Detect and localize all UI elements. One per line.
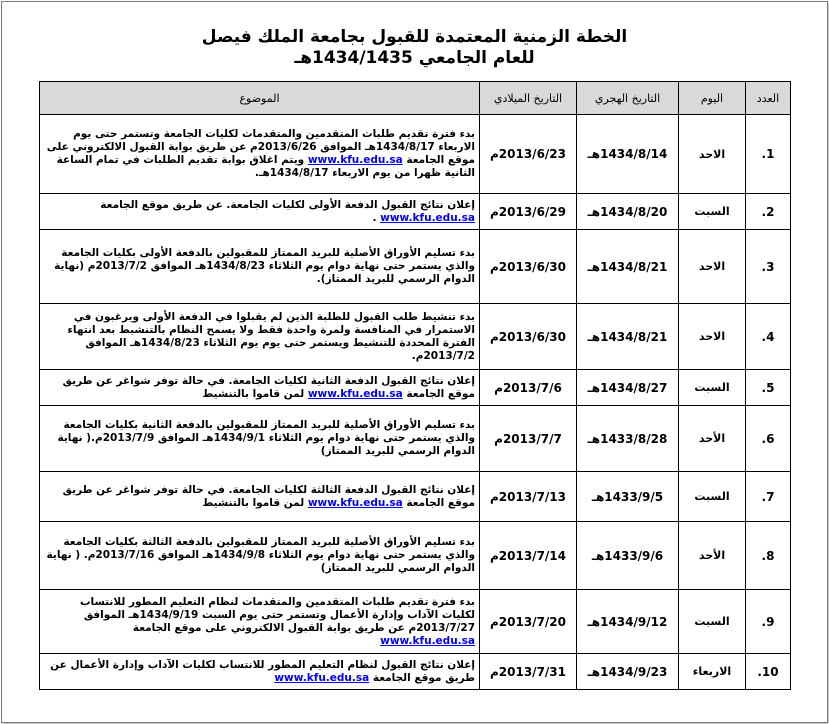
row-day: الأحد bbox=[679, 522, 746, 590]
table-row bbox=[40, 194, 791, 230]
row-day: السبت bbox=[679, 194, 746, 230]
row-subject bbox=[40, 304, 480, 370]
row-day: الاحد bbox=[679, 304, 746, 370]
university-link[interactable]: www.kfu.edu.sa bbox=[380, 634, 475, 647]
row-num: .3 bbox=[746, 230, 791, 304]
row-num: .5 bbox=[746, 370, 791, 406]
header-hijri: التاريخ الهجري bbox=[577, 82, 679, 115]
row-greg-date: 2013/6/30م bbox=[480, 230, 577, 304]
row-subject bbox=[40, 194, 480, 230]
header-greg: التاريخ الميلادي bbox=[480, 82, 577, 115]
header-num: العدد bbox=[746, 82, 791, 115]
subject-text: بدء فترة تقديم طلبات المتقدمين والمتقدمات لنظام التعليم المطور للانتساب لكليات الآداب وإدارة الأعمال وتستمر حتى يوم السبت 1434/9/19هـ الموافق 2013/7/27م عن طريق بوابة القبول الالكتروني على موقع الجامعة bbox=[79, 595, 475, 634]
subject-text: إعلان نتائج القبول لنظام التعليم المطور للانتساب لكليات الآداب وإدارة الأعمال عن طريق موقع الجامعة bbox=[50, 658, 475, 684]
subject-text: إعلان نتائج القبول الدفعة الأولى لكليات الجامعة. عن طريق موقع الجامعة bbox=[100, 198, 475, 211]
row-day: الاحد bbox=[679, 115, 746, 194]
university-link[interactable]: www.kfu.edu.sa bbox=[274, 671, 370, 684]
row-num: .4 bbox=[746, 304, 791, 370]
table-row bbox=[40, 590, 791, 654]
row-hijri-date: 1434/9/23هـ bbox=[577, 654, 679, 690]
row-hijri-date: 1434/8/14هـ bbox=[577, 115, 679, 194]
table-row bbox=[40, 304, 791, 370]
row-subject bbox=[40, 590, 480, 654]
row-hijri-date: 1434/8/21هـ bbox=[577, 304, 679, 370]
row-hijri-date: 1433/9/5هـ bbox=[577, 472, 679, 522]
subject-text: إعلان نتائج القبول الدفعة الثالثة لكليات الجامعة. في حالة توفر شواغر عن طريق موقع الجامعة bbox=[62, 483, 475, 509]
row-day: الأحد bbox=[679, 406, 746, 472]
subject-text: بدء تنشيط طلب القبول للطلبة الذين لم يقبلوا في الدفعة الأولى ويرغبون في الاستمرار في المنافسة ولمرة واحدة فقط ولا يسمح النظام بالتنشيط بعد انتهاء الفترة المحددة للتنشيط ويستمر حتى يوم يوم الثلاثاء 1434/8/23هـ الموافق 2013/7/2م. bbox=[67, 310, 475, 362]
table-row bbox=[40, 370, 791, 406]
row-greg-date: 2013/7/31م bbox=[480, 654, 577, 690]
row-greg-date: 2013/7/13م bbox=[480, 472, 577, 522]
row-hijri-date: 1434/8/21هـ bbox=[577, 230, 679, 304]
row-hijri-date: 1434/8/20هـ bbox=[577, 194, 679, 230]
header-day: اليوم bbox=[679, 82, 746, 115]
row-subject bbox=[40, 654, 480, 690]
row-greg-date: 2013/7/20م bbox=[480, 590, 577, 654]
row-num: .7 bbox=[746, 472, 791, 522]
row-hijri-date: 1433/8/28هـ bbox=[577, 406, 679, 472]
table-header-row bbox=[40, 82, 791, 115]
table-row bbox=[40, 230, 791, 304]
university-link[interactable]: www.kfu.edu.sa bbox=[307, 154, 403, 166]
document-title: الخطة الزمنية المعتمدة للقبول بجامعة الملك فيصل bbox=[201, 27, 628, 47]
university-link[interactable]: www.kfu.edu.sa bbox=[380, 211, 475, 224]
university-link[interactable]: www.kfu.edu.sa bbox=[307, 387, 403, 400]
row-num: .1 bbox=[746, 115, 791, 194]
row-subject bbox=[40, 472, 480, 522]
row-num: .10 bbox=[746, 654, 791, 690]
table-row bbox=[40, 472, 791, 522]
subject-text: بدء تسليم الأوراق الأصلية للبريد الممتاز للمقبولين بالدفعة الثانية بكليات الجامعة والذي يستمر حتى نهاية دوام يوم الثلاثاء 1434/9/1هـ الموافق 2013/7/9م.( نهاية الدوام الرسمي للبريد الممتاز) bbox=[57, 419, 475, 457]
row-subject bbox=[40, 230, 480, 304]
subject-text: إعلان نتائج القبول الدفعة الثانية لكليات الجامعة. في حالة توفر شواغر عن طريق موقع الجامعة bbox=[62, 374, 475, 400]
row-day: السبت bbox=[679, 472, 746, 522]
row-subject bbox=[40, 522, 480, 590]
row-greg-date: 2013/6/29م bbox=[480, 194, 577, 230]
row-greg-date: 2013/6/30م bbox=[480, 304, 577, 370]
subject-text-end: لمن قاموا بالتنشيط bbox=[202, 496, 308, 509]
row-hijri-date: 1434/8/27هـ bbox=[577, 370, 679, 406]
subject-text-end: لمن قاموا بالتنشيط bbox=[202, 387, 308, 400]
subject-text-end: . bbox=[372, 211, 381, 224]
row-hijri-date: 1434/9/12هـ bbox=[577, 590, 679, 654]
header-subject: الموضوع bbox=[40, 82, 480, 115]
table-row bbox=[40, 406, 791, 472]
row-subject bbox=[40, 406, 480, 472]
subject-text: بدء تسليم الأوراق الأصلية للبريد الممتاز للمقبولين بالدفعة الأولى بكليات الجامعة والذي يستمر حتى نهاية دوام يوم الثلاثاء 1434/8/23هـ الموافق 2013/7/2م (نهاية الدوام الرسمي للبريد الممتاز). bbox=[54, 247, 475, 285]
row-subject bbox=[40, 370, 480, 406]
row-greg-date: 2013/7/7م bbox=[480, 406, 577, 472]
row-num: .2 bbox=[746, 194, 791, 230]
row-subject bbox=[40, 115, 480, 194]
document-subtitle: للعام الجامعي 1434/1435هـ bbox=[294, 48, 535, 68]
row-greg-date: 2013/7/14م bbox=[480, 522, 577, 590]
row-day: الاربعاء bbox=[679, 654, 746, 690]
row-day: الاحد bbox=[679, 230, 746, 304]
subject-text: بدء تسليم الأوراق الأصلية للبريد الممتاز للمقبولين بالدفعة الثالثة بكليات الجامعة والذي يستمر حتى نهاية دوام يوم الثلاثاء 1434/9/8هـ الموافق 2013/7/16م. ( نهاية الدوام الرسمي للبريد الممتاز) bbox=[46, 536, 475, 574]
row-hijri-date: 1433/9/6هـ bbox=[577, 522, 679, 590]
table-row bbox=[40, 654, 791, 690]
row-num: .8 bbox=[746, 522, 791, 590]
subject-text-end: ويتم اغلاق بوابة تقديم الطلبات في تمام الساعة الثانية ظهرا من يوم الاربعاء 1434/8/17هـ. bbox=[56, 154, 475, 179]
row-num: .6 bbox=[746, 406, 791, 472]
row-num: .9 bbox=[746, 590, 791, 654]
schedule-table bbox=[39, 81, 791, 690]
row-day: السبت bbox=[679, 370, 746, 406]
table-row bbox=[40, 522, 791, 590]
row-greg-date: 2013/7/6م bbox=[480, 370, 577, 406]
row-greg-date: 2013/6/23م bbox=[480, 115, 577, 194]
row-day: السبت bbox=[679, 590, 746, 654]
table-row bbox=[40, 115, 791, 194]
subject-text: بدء فترة تقديم طلبات المتقدمين والمتقدمات لكليات الجامعة وتستمر حتى يوم الاربعاء 1434/8/17هـ الموافق 2013/6/26م عن طريق بوابة القبول الالكتروني على موقع الجامعة bbox=[46, 128, 475, 166]
university-link[interactable]: www.kfu.edu.sa bbox=[307, 496, 403, 509]
